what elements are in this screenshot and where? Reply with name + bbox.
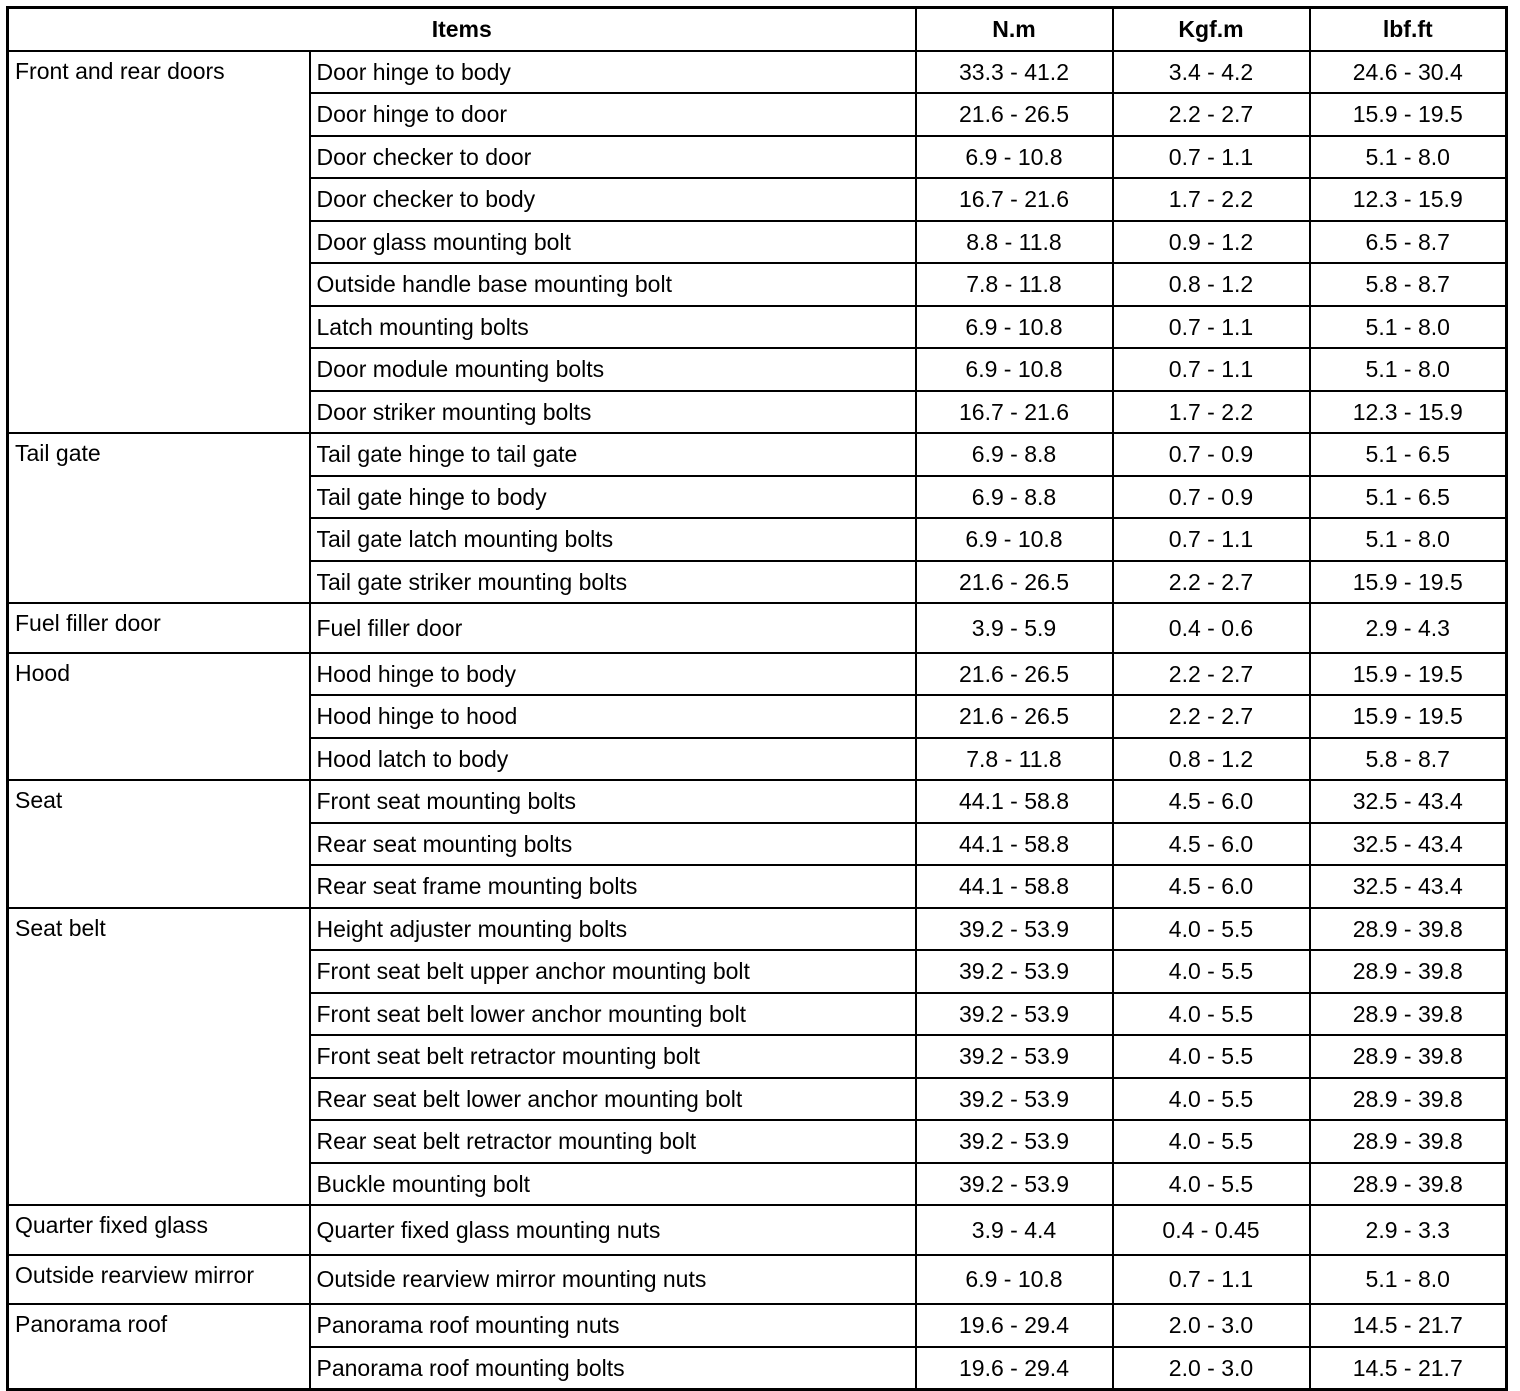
nm-value-cell: 44.1 - 58.8 xyxy=(916,780,1113,823)
nm-value-cell: 6.9 - 8.8 xyxy=(916,433,1113,476)
kgfm-value-cell: 4.5 - 6.0 xyxy=(1113,780,1310,823)
kgfm-value-cell: 4.0 - 5.5 xyxy=(1113,908,1310,951)
header-lbfft: lbf.ft xyxy=(1310,8,1507,51)
nm-value-cell: 19.6 - 29.4 xyxy=(916,1347,1113,1390)
nm-value-cell: 21.6 - 26.5 xyxy=(916,561,1113,604)
item-cell: Panorama roof mounting nuts xyxy=(310,1304,916,1347)
nm-value-cell: 6.9 - 8.8 xyxy=(916,476,1113,519)
item-cell: Front seat belt upper anchor mounting bolt xyxy=(310,950,916,993)
kgfm-value-cell: 0.7 - 0.9 xyxy=(1113,433,1310,476)
table-body xyxy=(8,51,1507,1390)
kgfm-value-cell: 0.7 - 1.1 xyxy=(1113,348,1310,391)
kgfm-value-cell: 0.9 - 1.2 xyxy=(1113,221,1310,264)
lbfft-value-cell: 28.9 - 39.8 xyxy=(1310,1163,1507,1206)
item-cell: Front seat belt lower anchor mounting bolt xyxy=(310,993,916,1036)
lbfft-value-cell: 6.5 - 8.7 xyxy=(1310,221,1507,264)
lbfft-value-cell: 5.1 - 8.0 xyxy=(1310,518,1507,561)
table-row xyxy=(8,908,1507,951)
lbfft-value-cell: 5.1 - 6.5 xyxy=(1310,476,1507,519)
item-cell: Front seat mounting bolts xyxy=(310,780,916,823)
nm-value-cell: 39.2 - 53.9 xyxy=(916,993,1113,1036)
nm-value-cell: 39.2 - 53.9 xyxy=(916,950,1113,993)
lbfft-value-cell: 5.8 - 8.7 xyxy=(1310,263,1507,306)
lbfft-value-cell: 12.3 - 15.9 xyxy=(1310,178,1507,221)
lbfft-value-cell: 5.8 - 8.7 xyxy=(1310,738,1507,781)
nm-value-cell: 7.8 - 11.8 xyxy=(916,738,1113,781)
item-cell: Outside handle base mounting bolt xyxy=(310,263,916,306)
item-cell: Door checker to body xyxy=(310,178,916,221)
category-cell: Tail gate xyxy=(8,433,310,603)
item-cell: Rear seat frame mounting bolts xyxy=(310,865,916,908)
item-cell: Height adjuster mounting bolts xyxy=(310,908,916,951)
category-cell: Panorama roof xyxy=(8,1304,310,1390)
nm-value-cell: 8.8 - 11.8 xyxy=(916,221,1113,264)
item-cell: Buckle mounting bolt xyxy=(310,1163,916,1206)
category-cell: Seat belt xyxy=(8,908,310,1206)
item-cell: Tail gate hinge to body xyxy=(310,476,916,519)
table-row xyxy=(8,653,1507,696)
kgfm-value-cell: 4.0 - 5.5 xyxy=(1113,1035,1310,1078)
nm-value-cell: 39.2 - 53.9 xyxy=(916,1078,1113,1121)
torque-spec-table xyxy=(6,6,1508,1391)
category-cell: Fuel filler door xyxy=(8,603,310,653)
kgfm-value-cell: 1.7 - 2.2 xyxy=(1113,391,1310,434)
kgfm-value-cell: 4.0 - 5.5 xyxy=(1113,1163,1310,1206)
item-cell: Panorama roof mounting bolts xyxy=(310,1347,916,1390)
item-cell: Fuel filler door xyxy=(310,603,916,653)
nm-value-cell: 21.6 - 26.5 xyxy=(916,653,1113,696)
kgfm-value-cell: 0.7 - 1.1 xyxy=(1113,136,1310,179)
category-cell: Seat xyxy=(8,780,310,908)
item-cell: Door hinge to door xyxy=(310,93,916,136)
category-cell: Outside rearview mirror xyxy=(8,1255,310,1305)
table-row xyxy=(8,780,1507,823)
item-cell: Rear seat mounting bolts xyxy=(310,823,916,866)
nm-value-cell: 21.6 - 26.5 xyxy=(916,93,1113,136)
category-cell: Front and rear doors xyxy=(8,51,310,434)
nm-value-cell: 16.7 - 21.6 xyxy=(916,391,1113,434)
lbfft-value-cell: 28.9 - 39.8 xyxy=(1310,1078,1507,1121)
kgfm-value-cell: 0.7 - 1.1 xyxy=(1113,518,1310,561)
nm-value-cell: 6.9 - 10.8 xyxy=(916,306,1113,349)
header-items: Items xyxy=(8,8,916,51)
kgfm-value-cell: 2.0 - 3.0 xyxy=(1113,1304,1310,1347)
nm-value-cell: 6.9 - 10.8 xyxy=(916,348,1113,391)
table-row xyxy=(8,1205,1507,1255)
item-cell: Door striker mounting bolts xyxy=(310,391,916,434)
kgfm-value-cell: 2.0 - 3.0 xyxy=(1113,1347,1310,1390)
lbfft-value-cell: 28.9 - 39.8 xyxy=(1310,1120,1507,1163)
lbfft-value-cell: 15.9 - 19.5 xyxy=(1310,561,1507,604)
lbfft-value-cell: 14.5 - 21.7 xyxy=(1310,1304,1507,1347)
lbfft-value-cell: 32.5 - 43.4 xyxy=(1310,780,1507,823)
nm-value-cell: 39.2 - 53.9 xyxy=(916,1163,1113,1206)
lbfft-value-cell: 15.9 - 19.5 xyxy=(1310,653,1507,696)
lbfft-value-cell: 28.9 - 39.8 xyxy=(1310,950,1507,993)
kgfm-value-cell: 0.8 - 1.2 xyxy=(1113,263,1310,306)
nm-value-cell: 33.3 - 41.2 xyxy=(916,51,1113,94)
item-cell: Tail gate latch mounting bolts xyxy=(310,518,916,561)
nm-value-cell: 16.7 - 21.6 xyxy=(916,178,1113,221)
table-row xyxy=(8,51,1507,94)
item-cell: Tail gate hinge to tail gate xyxy=(310,433,916,476)
kgfm-value-cell: 4.0 - 5.5 xyxy=(1113,950,1310,993)
lbfft-value-cell: 32.5 - 43.4 xyxy=(1310,865,1507,908)
item-cell: Latch mounting bolts xyxy=(310,306,916,349)
item-cell: Hood hinge to body xyxy=(310,653,916,696)
nm-value-cell: 44.1 - 58.8 xyxy=(916,865,1113,908)
kgfm-value-cell: 2.2 - 2.7 xyxy=(1113,653,1310,696)
kgfm-value-cell: 0.7 - 1.1 xyxy=(1113,1255,1310,1305)
lbfft-value-cell: 28.9 - 39.8 xyxy=(1310,993,1507,1036)
lbfft-value-cell: 32.5 - 43.4 xyxy=(1310,823,1507,866)
item-cell: Rear seat belt retractor mounting bolt xyxy=(310,1120,916,1163)
lbfft-value-cell: 5.1 - 8.0 xyxy=(1310,306,1507,349)
item-cell: Hood latch to body xyxy=(310,738,916,781)
nm-value-cell: 6.9 - 10.8 xyxy=(916,518,1113,561)
kgfm-value-cell: 2.2 - 2.7 xyxy=(1113,93,1310,136)
category-cell: Hood xyxy=(8,653,310,781)
item-cell: Door module mounting bolts xyxy=(310,348,916,391)
item-cell: Rear seat belt lower anchor mounting bolt xyxy=(310,1078,916,1121)
item-cell: Door checker to door xyxy=(310,136,916,179)
kgfm-value-cell: 4.0 - 5.5 xyxy=(1113,1120,1310,1163)
item-cell: Tail gate striker mounting bolts xyxy=(310,561,916,604)
kgfm-value-cell: 2.2 - 2.7 xyxy=(1113,695,1310,738)
kgfm-value-cell: 0.8 - 1.2 xyxy=(1113,738,1310,781)
item-cell: Hood hinge to hood xyxy=(310,695,916,738)
lbfft-value-cell: 15.9 - 19.5 xyxy=(1310,695,1507,738)
nm-value-cell: 39.2 - 53.9 xyxy=(916,1035,1113,1078)
lbfft-value-cell: 5.1 - 8.0 xyxy=(1310,136,1507,179)
item-cell: Door glass mounting bolt xyxy=(310,221,916,264)
lbfft-value-cell: 2.9 - 3.3 xyxy=(1310,1205,1507,1255)
kgfm-value-cell: 3.4 - 4.2 xyxy=(1113,51,1310,94)
lbfft-value-cell: 24.6 - 30.4 xyxy=(1310,51,1507,94)
item-cell: Outside rearview mirror mounting nuts xyxy=(310,1255,916,1305)
lbfft-value-cell: 5.1 - 8.0 xyxy=(1310,348,1507,391)
lbfft-value-cell: 28.9 - 39.8 xyxy=(1310,908,1507,951)
header-nm: N.m xyxy=(916,8,1113,51)
nm-value-cell: 39.2 - 53.9 xyxy=(916,908,1113,951)
kgfm-value-cell: 0.4 - 0.45 xyxy=(1113,1205,1310,1255)
nm-value-cell: 21.6 - 26.5 xyxy=(916,695,1113,738)
item-cell: Front seat belt retractor mounting bolt xyxy=(310,1035,916,1078)
lbfft-value-cell: 5.1 - 6.5 xyxy=(1310,433,1507,476)
item-cell: Quarter fixed glass mounting nuts xyxy=(310,1205,916,1255)
kgfm-value-cell: 0.4 - 0.6 xyxy=(1113,603,1310,653)
nm-value-cell: 7.8 - 11.8 xyxy=(916,263,1113,306)
nm-value-cell: 3.9 - 4.4 xyxy=(916,1205,1113,1255)
table-row xyxy=(8,603,1507,653)
kgfm-value-cell: 0.7 - 1.1 xyxy=(1113,306,1310,349)
header-kgfm: Kgf.m xyxy=(1113,8,1310,51)
kgfm-value-cell: 1.7 - 2.2 xyxy=(1113,178,1310,221)
table-row xyxy=(8,1255,1507,1305)
nm-value-cell: 3.9 - 5.9 xyxy=(916,603,1113,653)
item-cell: Door hinge to body xyxy=(310,51,916,94)
lbfft-value-cell: 28.9 - 39.8 xyxy=(1310,1035,1507,1078)
lbfft-value-cell: 15.9 - 19.5 xyxy=(1310,93,1507,136)
table-row xyxy=(8,433,1507,476)
category-cell: Quarter fixed glass xyxy=(8,1205,310,1255)
kgfm-value-cell: 2.2 - 2.7 xyxy=(1113,561,1310,604)
lbfft-value-cell: 12.3 - 15.9 xyxy=(1310,391,1507,434)
nm-value-cell: 39.2 - 53.9 xyxy=(916,1120,1113,1163)
kgfm-value-cell: 4.0 - 5.5 xyxy=(1113,993,1310,1036)
kgfm-value-cell: 4.5 - 6.0 xyxy=(1113,865,1310,908)
nm-value-cell: 6.9 - 10.8 xyxy=(916,136,1113,179)
kgfm-value-cell: 4.5 - 6.0 xyxy=(1113,823,1310,866)
kgfm-value-cell: 0.7 - 0.9 xyxy=(1113,476,1310,519)
table-row xyxy=(8,1304,1507,1347)
nm-value-cell: 6.9 - 10.8 xyxy=(916,1255,1113,1305)
header-row xyxy=(8,8,1507,51)
lbfft-value-cell: 2.9 - 4.3 xyxy=(1310,603,1507,653)
kgfm-value-cell: 4.0 - 5.5 xyxy=(1113,1078,1310,1121)
nm-value-cell: 44.1 - 58.8 xyxy=(916,823,1113,866)
lbfft-value-cell: 5.1 - 8.0 xyxy=(1310,1255,1507,1305)
nm-value-cell: 19.6 - 29.4 xyxy=(916,1304,1113,1347)
lbfft-value-cell: 14.5 - 21.7 xyxy=(1310,1347,1507,1390)
